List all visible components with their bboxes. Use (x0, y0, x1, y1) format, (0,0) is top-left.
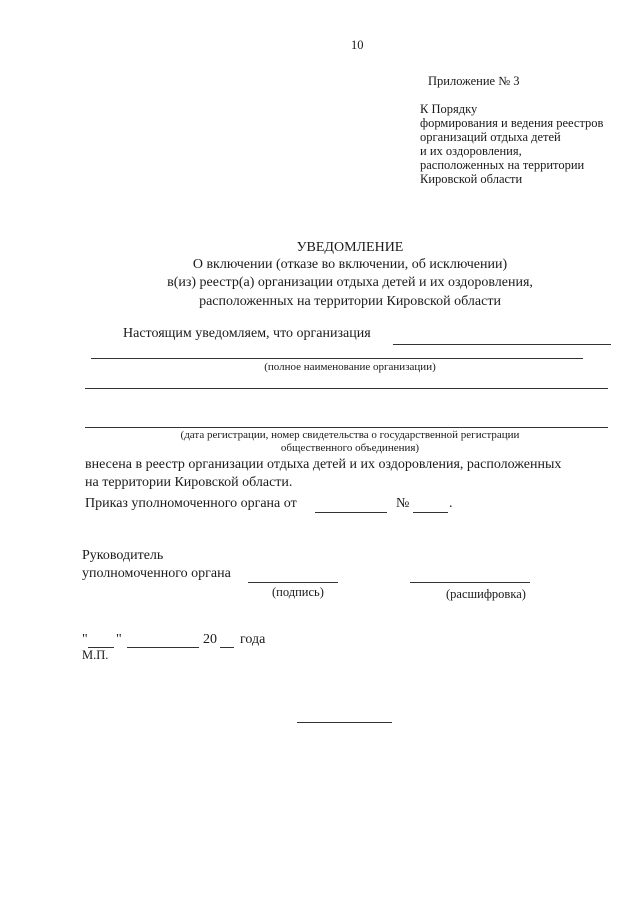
hint-organization-name: (полное наименование организации) (264, 361, 436, 373)
organization-name-blank[interactable] (91, 358, 583, 359)
organization-extra-blank[interactable] (85, 388, 608, 389)
date-year-suffix: года (240, 632, 266, 647)
date-quote-open: " (82, 632, 88, 647)
signature-blank[interactable] (248, 582, 338, 583)
registration-blank[interactable] (85, 427, 608, 428)
page-number: 10 (351, 38, 364, 52)
order-end: . (449, 496, 453, 511)
hint-registration-1: (дата регистрации, номер свидетельства о государственной регистрации (180, 429, 520, 441)
document-subtitle-line-1: О включении (отказе во включении, об исключении) (192, 257, 508, 272)
intro-text: Настоящим уведомляем, что организация (123, 326, 371, 341)
order-number-sign: № (396, 496, 410, 511)
date-month-blank[interactable] (127, 647, 199, 648)
appendix-line: расположенных на территории (420, 158, 585, 172)
appendix-line: и их оздоровления, (420, 144, 522, 158)
order-date-blank[interactable] (315, 512, 387, 513)
date-quote-close: " (116, 632, 122, 647)
appendix-line: К Порядку (420, 102, 478, 116)
stamp-place: М.П. (82, 648, 109, 662)
appendix-reference (420, 102, 603, 186)
closing-separator (297, 722, 392, 723)
included-line-1: внесена в реестр организации отдыха детей и их оздоровления, расположенных (85, 457, 562, 472)
appendix-title: Приложение № 3 (428, 74, 520, 88)
signature-hint: (подпись) (272, 585, 324, 599)
date-year-prefix: 20 (203, 632, 217, 647)
decode-hint: (расшифровка) (446, 587, 526, 601)
appendix-line: Кировской области (420, 172, 523, 186)
included-line-2: на территории Кировской области. (85, 475, 293, 490)
appendix-line: организаций отдыха детей (420, 130, 561, 144)
document-title: УВЕДОМЛЕНИЕ (296, 240, 404, 255)
order-number-blank[interactable] (413, 512, 448, 513)
organization-blank[interactable] (393, 344, 611, 345)
head-title-line-1: Руководитель (82, 548, 164, 563)
appendix-line: формирования и ведения реестров (420, 116, 604, 130)
document-subtitle-line-2: в(из) реестр(а) организации отдыха детей и их оздоровления, (167, 275, 533, 290)
order-label: Приказ уполномоченного органа от (85, 496, 297, 511)
decode-blank[interactable] (410, 582, 530, 583)
hint-registration-2: общественного объединения) (280, 442, 420, 454)
head-title-line-2: уполномоченного органа (82, 566, 231, 581)
date-year-blank[interactable] (220, 647, 234, 648)
document-subtitle-line-3: расположенных на территории Кировской области (199, 294, 501, 309)
